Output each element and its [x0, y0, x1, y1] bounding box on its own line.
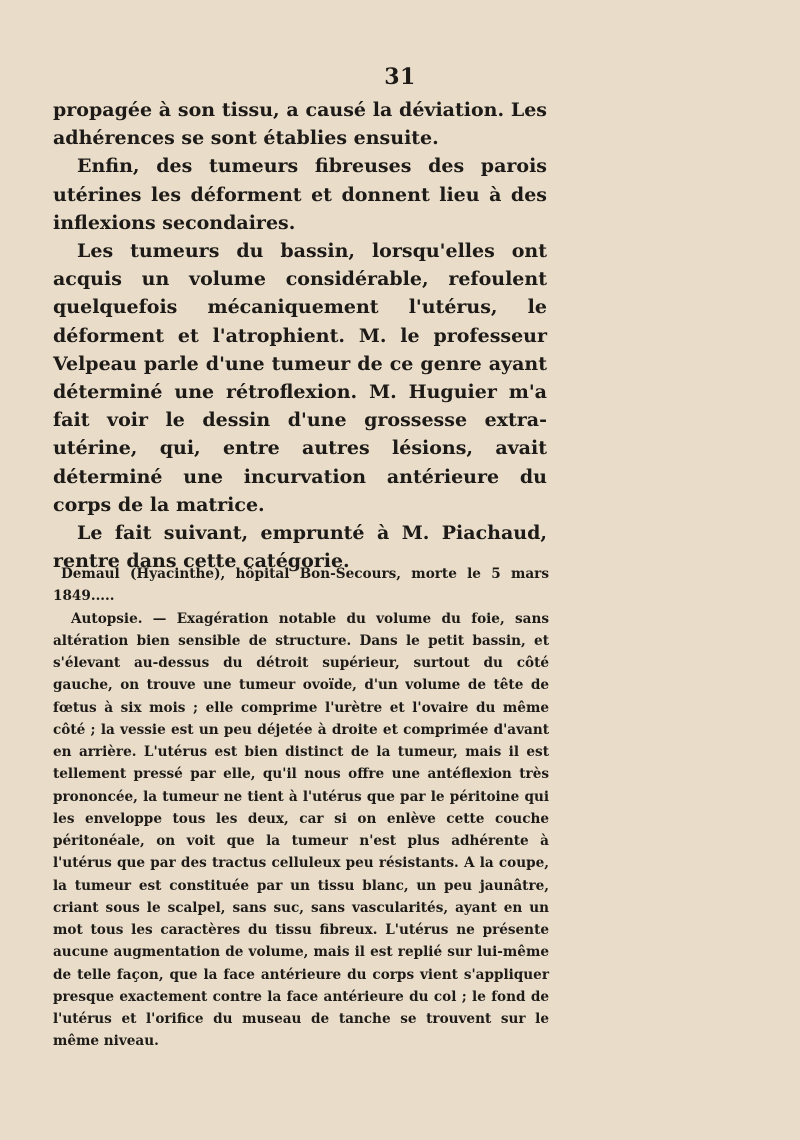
paragraph-deviation: propagée à son tissu, a causé la déviation. Les adhérences se sont établies ensuite.	[53, 99, 547, 150]
paragraph-piachaud-case: Le fait suivant, emprunté à M. Piachaud, rentre dans cette catégorie.	[53, 522, 547, 573]
case-report	[53, 563, 549, 1053]
main-text	[53, 96, 547, 575]
page-number: 31	[384, 64, 416, 90]
paragraph-pelvic-tumors: Les tumeurs du bassin, lorsqu'elles ont acquis un volume considérable, refoulent quelquefois mécaniquement l'utérus, le déforment et l'atrophient. M. le professeur Velpeau parle d'une tumeur de ce genre ayant déterminé une rétroflexion. M. Huguier m'a fait voir le dessin d'une grossesse extra-utérine, qui, entre autres lésions, avait déterminé une incurvation antérieure du corps de la matrice.	[53, 240, 547, 516]
case-heading: Demaul (Hyacinthe), hôpital Bon-Secours, morte le 5 mars 1849.....	[53, 566, 549, 605]
autopsy-paragraph: Autopsie. — Exagération notable du volume du foie, sans altération bien sensible de structure. Dans le petit bassin, et s'élevant au-dessus du détroit supérieur, surtout du côté gauche, on trouve une tumeur ovoïde, d'un volume de tête de fœtus à six mois ; elle comprime l'urètre et l'ovaire du même côté ; la vessie est un peu déjetée à droite et comprimée d'avant en arrière. L'utérus est bien distinct de la tumeur, mais il est tellement pressé par elle, qu'il nous offre une antéflexion très prononcée, la tumeur ne tient à l'utérus que par le péritoine qui les enveloppe tous les deux, car si on enlève cette couche péritonéale, on voit que la tumeur n'est plus adhérente à l'utérus que par des tractus celluleux peu résistants. A la coupe, la tumeur est constituée par un tissu blanc, un peu jaunâtre, criant sous le scalpel, sans suc, sans vascularités, ayant en un mot tous les caractères du tissu fibreux. L'utérus ne présente aucune augmentation de volume, mais il est replié sur lui-même de telle façon, que la face antérieure du corps vient s'appliquer presque exactement contre la face antérieure du col ; le fond de l'utérus et l'orifice du museau de tanche se trouvent sur le même niveau.	[53, 610, 549, 1050]
paragraph-fibrous-tumors: Enfin, des tumeurs fibreuses des parois utérines les déforment et donnent lieu à des inflexions secondaires.	[53, 155, 547, 234]
